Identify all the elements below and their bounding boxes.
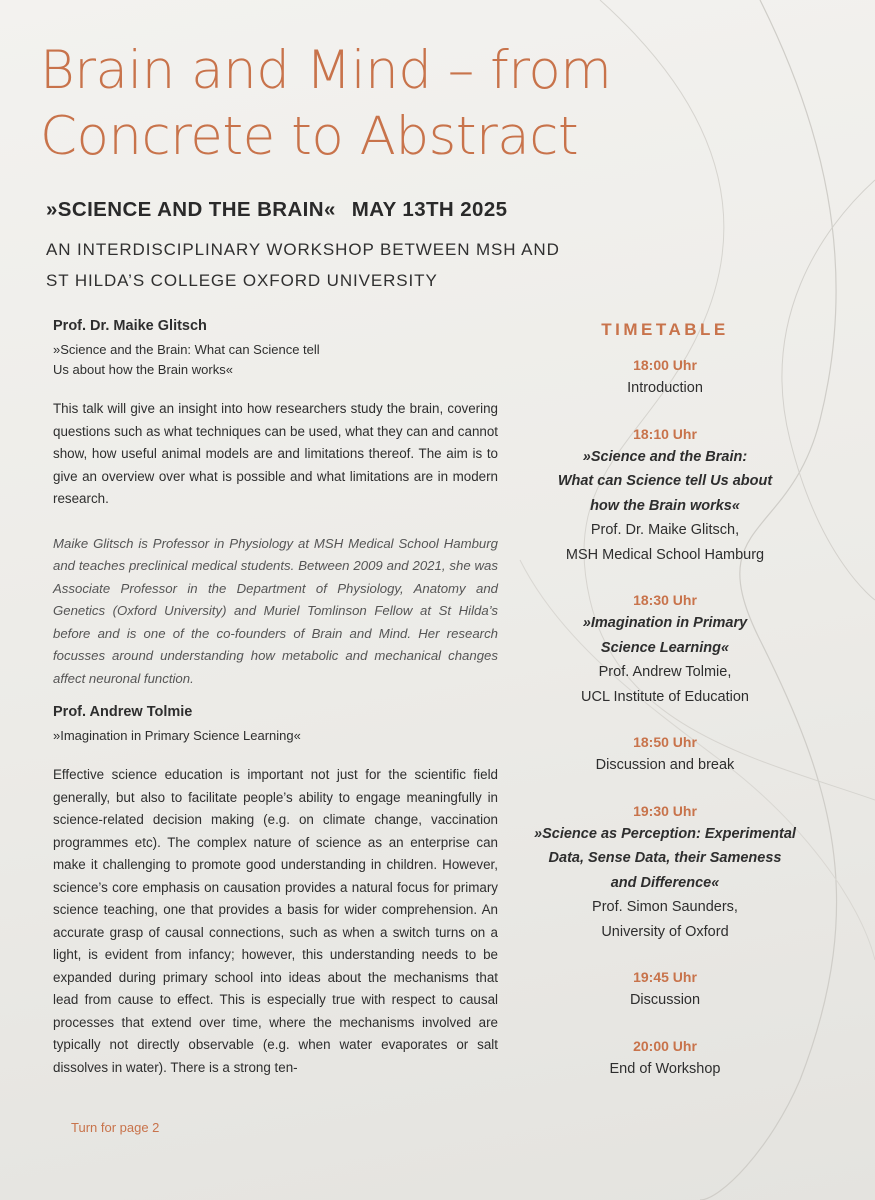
slot-line: Introduction: [627, 380, 703, 396]
talk-abstract: This talk will give an insight into how researchers study the brain, covering questions such as what techniques can be used, what they can and cannot show, how useful animal models are and limitations thereof. The aim is to give an overview over what is possible and what limitations are in modern research.: [53, 401, 498, 506]
timetable-slot: [515, 966, 815, 1013]
slot-time: 18:30 Uhr: [633, 592, 697, 608]
turn-page-note: Turn for page 2: [71, 1120, 160, 1135]
speaker-name: Prof. Andrew Tolmie: [53, 704, 193, 720]
subtitle-line-2: ST HILDA’S COLLEGE OXFORD UNIVERSITY: [46, 271, 438, 290]
slot-time: 19:30 Uhr: [633, 802, 697, 819]
timetable-slot: [515, 731, 815, 778]
speaker-section-glitsch: [53, 318, 498, 690]
slot-talk-title: »Imagination in Primary: [582, 615, 748, 631]
slot-affiliation: UCL Institute of Education: [581, 688, 749, 705]
subtitle-line-1: AN INTERDISCIPLINARY WORKSHOP BETWEEN MSH AND: [46, 240, 560, 259]
timetable-slot: [515, 423, 815, 568]
speaker-talk-title: [53, 340, 498, 380]
speaker-bio: Maike Glitsch is Professor in Physiology at MSH Medical School Hamburg and teaches preclinical medical students. Between 2009 and 2021, she was Associate Professor in the Department of Physiology, Anatomy and Genetics (Oxford University) and Muriel Tomlinson Fellow at St Hilda’s before and is one of the co-founders of Brain and Mind. Her research focusses around understanding how metabolic and mechanical changes affect neuronal function.: [53, 535, 498, 686]
slot-talk-title: »Science as Perception: Experimental: [534, 825, 796, 842]
slot-line: Discussion and break: [595, 757, 735, 773]
slot-talk-title: Science Learning«: [600, 639, 730, 656]
slot-line: Discussion: [629, 992, 701, 1008]
slot-time: 19:45 Uhr: [633, 969, 697, 985]
slot-affiliation: University of Oxford: [601, 923, 729, 940]
event-subtitle: [46, 234, 666, 296]
slot-line: End of Workshop: [609, 1060, 721, 1077]
event-headline: [46, 198, 826, 222]
timetable-slot: [515, 1035, 815, 1082]
slot-time: 20:00 Uhr: [633, 1037, 697, 1054]
page-title: [40, 38, 840, 170]
speakers-column: [53, 318, 498, 1101]
slot-speaker: Prof. Dr. Maike Glitsch,: [590, 522, 740, 538]
slot-time: 18:10 Uhr: [633, 425, 697, 442]
timetable-slot: [515, 800, 815, 945]
talk-abstract: Effective science education is important not just for the scientific field generally, but also to facilitate people’s ability to engage meaningfully in science-related decision making (e.g. on climate change, vaccination programmes etc). The complex nature of science as an enterprise can make it challenging to promote good understanding in children. However, science’s core emphasis on causation provides a natural focus for primary science teaching, one that provides a basis for wider comprehension. An accurate grasp of causal connections, such as when a switch turns on a light, is evident from infancy; however, this understanding needs to be expanded during primary school into ideas about the mechanisms that lead from cause to effect. This is especially true with respect to causal processes that extend over time, where the mechanisms involved are typically not directly observable (e.g. when water evaporates or salt dissolves in water). There is a strong ten-: [53, 767, 498, 1075]
timetable: [515, 318, 815, 1103]
title-line-2: Concrete to Abstract: [40, 106, 579, 167]
slot-speaker: Prof. Simon Saunders,: [592, 899, 738, 915]
slot-talk-title: and Difference«: [610, 874, 720, 891]
slot-talk-title: Data, Sense Data, their Sameness: [548, 850, 782, 866]
event-date: MAY 13TH 2025: [351, 198, 508, 221]
slot-time: 18:50 Uhr: [633, 734, 697, 750]
slot-talk-title: What can Science tell Us about: [557, 473, 773, 489]
talk-title-line-2: Us about how the Brain works«: [53, 362, 233, 377]
speaker-name: Prof. Dr. Maike Glitsch: [53, 318, 207, 334]
speaker-section-tolmie: [53, 704, 498, 1079]
speaker-talk-title: »Imagination in Primary Science Learning«: [53, 728, 301, 743]
slot-affiliation: MSH Medical School Hamburg: [565, 546, 765, 563]
slot-time: 18:00 Uhr: [633, 357, 697, 373]
slot-speaker: Prof. Andrew Tolmie,: [598, 664, 732, 680]
timetable-heading: TIMETABLE: [601, 320, 729, 339]
slot-talk-title: how the Brain works«: [590, 497, 740, 514]
event-name: »SCIENCE AND THE BRAIN«: [46, 198, 336, 221]
title-line-1: Brain and Mind – from: [40, 40, 612, 101]
slot-talk-title: »Science and the Brain:: [582, 448, 748, 465]
talk-title-line-1: »Science and the Brain: What can Science tell: [53, 342, 320, 357]
timetable-slot: [515, 589, 815, 709]
timetable-slot: [515, 354, 815, 401]
